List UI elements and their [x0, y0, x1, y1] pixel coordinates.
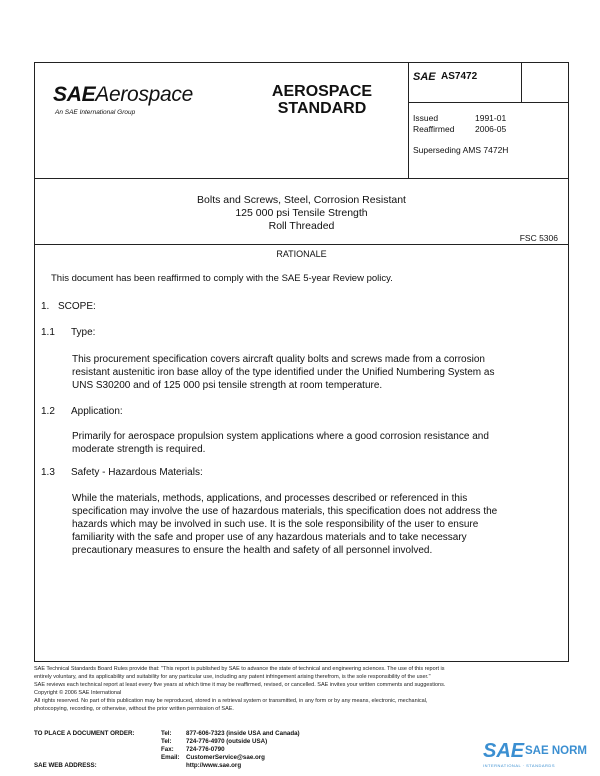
sae-norm-watermark — [483, 740, 587, 770]
section-1-number: 1. — [41, 301, 50, 312]
safety-paragraph-line: hazards which may be involved in such use. It is the sole responsibility of the user to ensure — [72, 519, 479, 530]
safety-paragraph-line: specification may involve the use of hazardous materials, this specification does not address the — [72, 506, 498, 517]
logo-sae: SAE — [53, 83, 96, 106]
footer-line: photocopying, recording, or otherwise, without the prior written permission of SAE. — [34, 706, 234, 712]
web-label: SAE WEB ADDRESS: — [34, 762, 97, 769]
section-1-3-heading: Safety - Hazardous Materials: — [71, 467, 203, 478]
logo-aerospace: Aerospace — [95, 83, 193, 106]
section-1-2-heading: Application: — [71, 406, 123, 417]
sae-aerospace-logo — [53, 83, 238, 123]
title-line1: AEROSPACE — [271, 83, 373, 100]
phone-inside-usa: 877-606-7323 (inside USA and Canada) — [186, 730, 300, 737]
footer-line: SAE Technical Standards Board Rules provide that: "This report is published by SAE to advance the state of technical and engineering sciences. The use of this report is — [34, 666, 445, 672]
safety-paragraph-line: precautionary measures to ensure the health and safety of all personnel involved. — [72, 545, 433, 556]
issued-date: 1991-01 — [475, 113, 507, 123]
legal-footer — [34, 665, 569, 713]
subject-line1: Bolts and Screws, Steel, Corrosion Resistant — [197, 194, 406, 206]
document-info-box — [408, 63, 568, 179]
safety-paragraph-line: familiarity with the safe and proper use of any hazardous materials and to take necessary — [72, 532, 467, 543]
watermark-sub: INTERNATIONAL · STANDARDS — [483, 763, 555, 768]
title-line2: STANDARD — [277, 100, 367, 117]
document-number: AS7472 — [441, 71, 478, 82]
reaffirmed-line: Reaffirmed 2006-05 — [413, 124, 507, 134]
section-1-1-number: 1.1 — [41, 327, 55, 338]
issued-line: Issued 1991-01 — [413, 113, 507, 123]
footer-line: Copyright © 2006 SAE International — [34, 690, 122, 696]
fsc-code: FSC 5306 — [519, 233, 558, 243]
rationale-text: This document has been reaffirmed to comply with the SAE 5-year Review policy. — [51, 273, 393, 284]
application-paragraph-line: Primarily for aerospace propulsion system applications where a good corrosion resistance and — [72, 431, 489, 442]
type-paragraph-line: UNS S30200 and of 125 000 psi tensile strength at room temperature. — [72, 380, 383, 391]
watermark-sae: SAE — [483, 740, 525, 762]
phone-outside-usa: 724-776-4970 (outside USA) — [186, 738, 268, 745]
section-1-heading: SCOPE: — [58, 301, 96, 312]
document-type-title — [257, 83, 387, 117]
subject-line2: 125 000 psi Tensile Strength — [235, 207, 368, 219]
document-frame — [34, 62, 569, 662]
rationale-heading: RATIONALE — [276, 249, 327, 259]
header-row — [35, 63, 568, 179]
safety-paragraph-line: While the materials, methods, applications, and processes described or referenced in this — [72, 493, 468, 504]
web-address-link[interactable]: http://www.sae.org — [186, 762, 242, 769]
section-1-3-number: 1.3 — [41, 467, 55, 478]
section-1-2-number: 1.2 — [41, 406, 55, 417]
footer-line: SAE reviews each technical report at least every five years at which time it may be reaffirmed, revised, or cancelled. SAE invites your written comments and suggestions. — [34, 682, 446, 688]
type-paragraph-line: resistant austenitic iron base alloy of the type identified under the Unified Numbering System as — [72, 367, 495, 378]
subject-row — [35, 179, 568, 245]
subject-line3: Roll Threaded — [268, 220, 335, 232]
superseding-line: Superseding AMS 7472H — [413, 145, 509, 155]
sae-mark: SAE — [413, 71, 436, 83]
type-paragraph-line: This procurement specification covers aircraft quality bolts and screws made from a corrosion — [72, 354, 485, 365]
logo-subtitle: An SAE International Group — [55, 109, 136, 116]
section-1-1-heading: Type: — [71, 327, 96, 338]
application-paragraph-line: moderate strength is required. — [72, 444, 206, 455]
document-number-row — [409, 63, 568, 103]
order-label: TO PLACE A DOCUMENT ORDER: — [34, 730, 135, 737]
footer-line: All rights reserved. No part of this publication may be reproduced, stored in a retrieval system or transmitted, in any form or by any means, electronic, mechanical, — [34, 698, 428, 704]
fax-number: 724-776-0790 — [186, 746, 225, 753]
email-link[interactable]: CustomerService@sae.org — [186, 754, 265, 761]
footer-line: entirely voluntary, and its applicability and suitability for any particular use, including any patent infringement arising therefrom, is the sole responsibility of the user." — [34, 674, 431, 680]
watermark-norm: SAE NORM — [525, 745, 587, 757]
reaffirmed-date: 2006-05 — [475, 124, 507, 134]
